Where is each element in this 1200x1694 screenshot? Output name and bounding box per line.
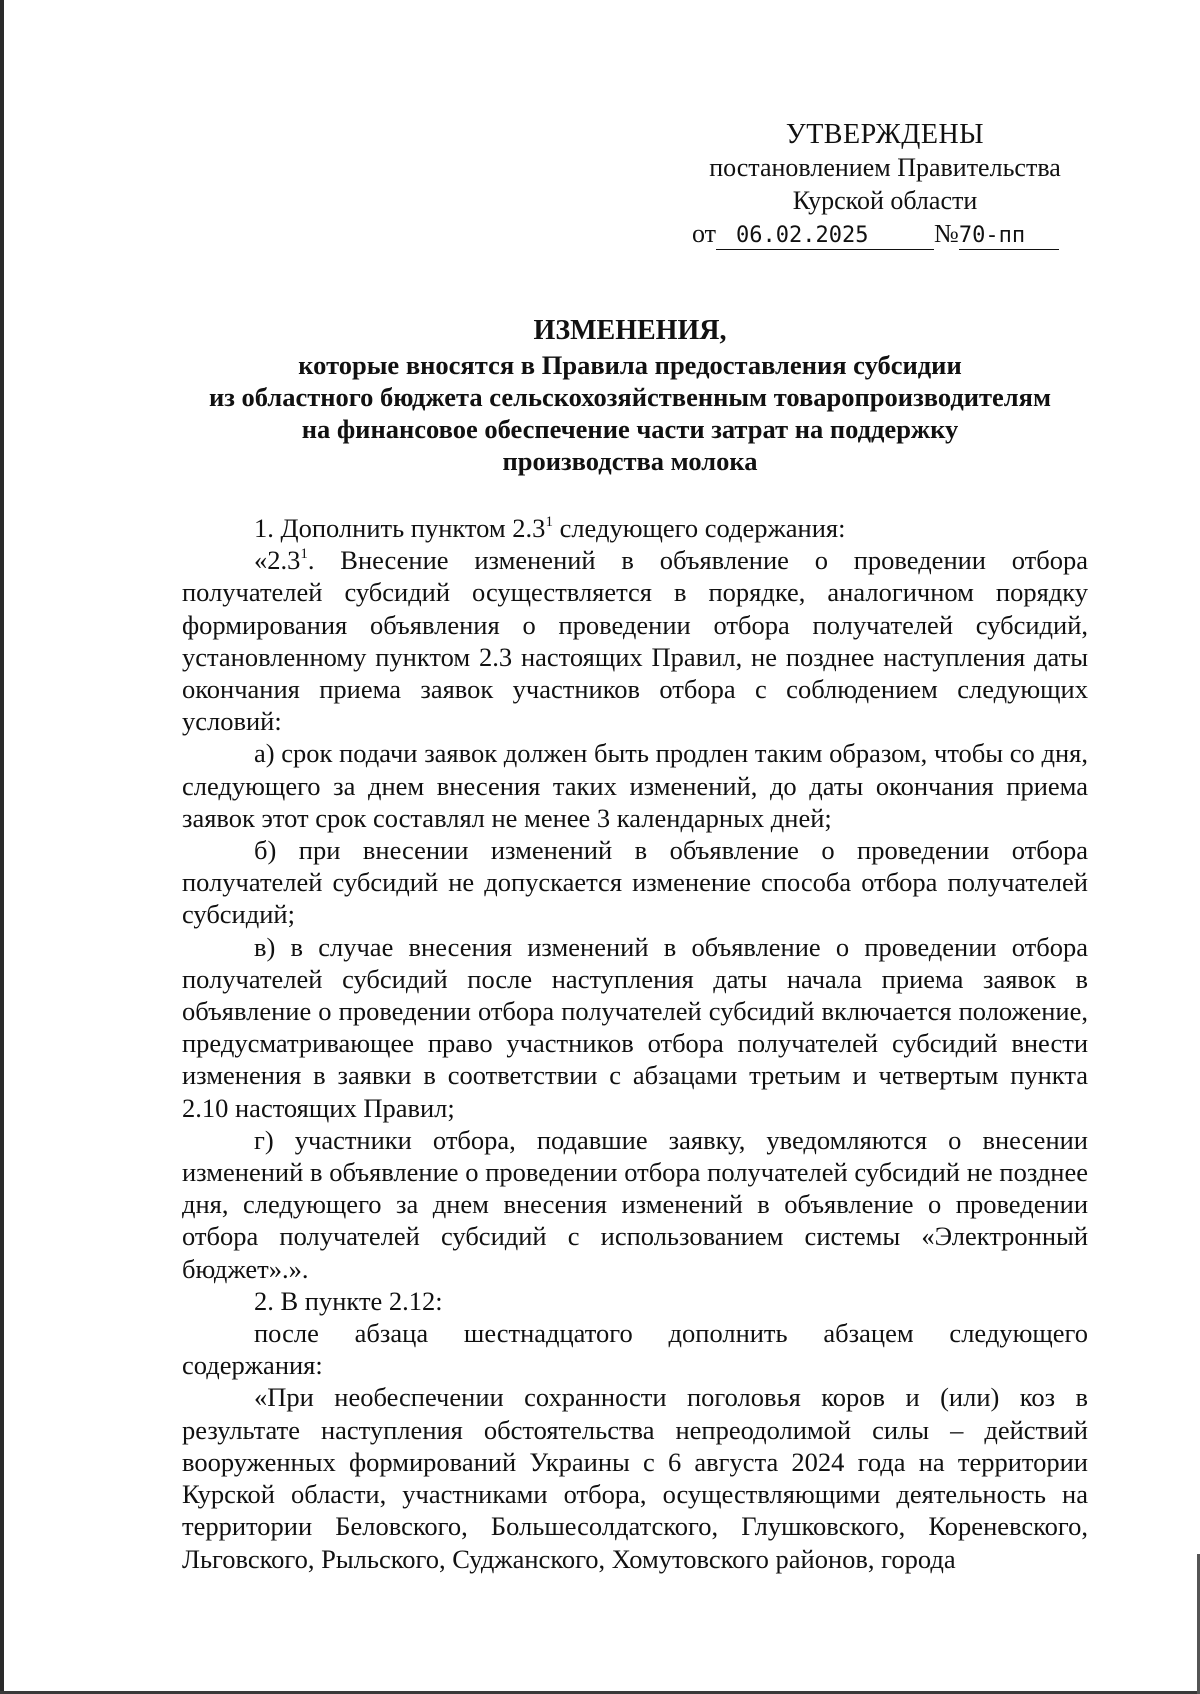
approval-from-label: от xyxy=(692,219,717,248)
approval-date: 06.02.2025 xyxy=(716,223,934,250)
paragraph-3: 2. В пункте 2.12: xyxy=(254,1285,443,1316)
paragraph-2 xyxy=(182,544,1088,737)
approval-stamp-block xyxy=(690,118,1080,250)
p1-text-after: следующего содержания: xyxy=(552,513,846,543)
p1-text-before: 1. Дополнить пунктом 2.3 xyxy=(254,513,546,543)
item-g: г) участники отбора, подавшие заявку, уведомляются о внесении изменений в объявление о проведении отбора получателей субсидий не позднее дня, следующего за днем внесения изменений в объявление о проведении отбора получателей субсидий с использованием системы «Электронный бюджет».». xyxy=(182,1124,1088,1284)
p2-text-before: «2.3 xyxy=(254,545,301,576)
approval-line-2: Курской области xyxy=(792,186,978,215)
paragraph-5: «При необеспечении сохранности поголовья коров и (или) коз в результате наступления обстоятельства непреодолимой силы – действий вооруженных формирований Украины с 6 августа 2024 года на территории Курской области, участниками отбора, осуществляющими деятельность на территории Беловского, Большесолдатского, Глушковского, Кореневского, Льговского, Рыльского, Суджанского, Хомутовского районов, города xyxy=(182,1382,1088,1574)
scan-edge-left xyxy=(0,0,4,1694)
approval-date-number-line xyxy=(690,217,1080,250)
p2-text-after: . Внесение изменений в объявление о проведении отбора получателей субсидий осуществляется в порядке, аналогичном порядку формирования объявления о проведении отбора получателей субсидий, установленному пунктом 2.3 настоящих Правил, не позднее наступления даты окончания приема заявок участников отбора с соблюдением следующих условий: xyxy=(182,545,1088,737)
item-v: в) в случае внесения изменений в объявление о проведении отбора получателей субсидий после наступления даты начала приема заявок в объявление о проведении отбора получателей субсидий включается положение, предусматривающее право участников отбора получателей субсидий внести изменения в заявки в соответствии с абзацами третьим и четвертым пункта 2.10 настоящих Правил; xyxy=(182,931,1088,1123)
paragraph-1 xyxy=(182,512,1088,544)
document-title xyxy=(170,315,1090,477)
title-line-2: из областного бюджета сельскохозяйственным товаропроизводителям xyxy=(208,382,1052,412)
approval-line-1: постановлением Правительства xyxy=(709,153,1061,182)
title-line-4: производства молока xyxy=(502,446,758,476)
title-line-3: на финансовое обеспечение части затрат на поддержку xyxy=(301,414,959,444)
approval-heading: УТВЕРЖДЕНЫ xyxy=(785,119,985,150)
paragraph-4: после абзаца шестнадцатого дополнить абзацем следующего содержания: xyxy=(182,1318,1088,1381)
title-line-1: которые вносятся в Правила предоставления субсидии xyxy=(298,350,962,380)
document-body xyxy=(182,512,1088,1575)
title-main: ИЗМЕНЕНИЯ, xyxy=(533,315,727,346)
approval-number: 70-пп xyxy=(959,223,1059,250)
p2-superscript: 1 xyxy=(300,546,308,563)
item-b: б) при внесении изменений в объявление о проведении отбора получателей субсидий не допускается изменение способа отбора получателей субсидий; xyxy=(182,835,1088,930)
item-a: а) срок подачи заявок должен быть продлен таким образом, чтобы со дня, следующего за днем внесения таких изменений, до даты окончания приема заявок этот срок составлял не менее 3 календарных дней; xyxy=(182,738,1088,833)
approval-number-label: № xyxy=(934,219,959,248)
p1-superscript: 1 xyxy=(545,514,553,530)
